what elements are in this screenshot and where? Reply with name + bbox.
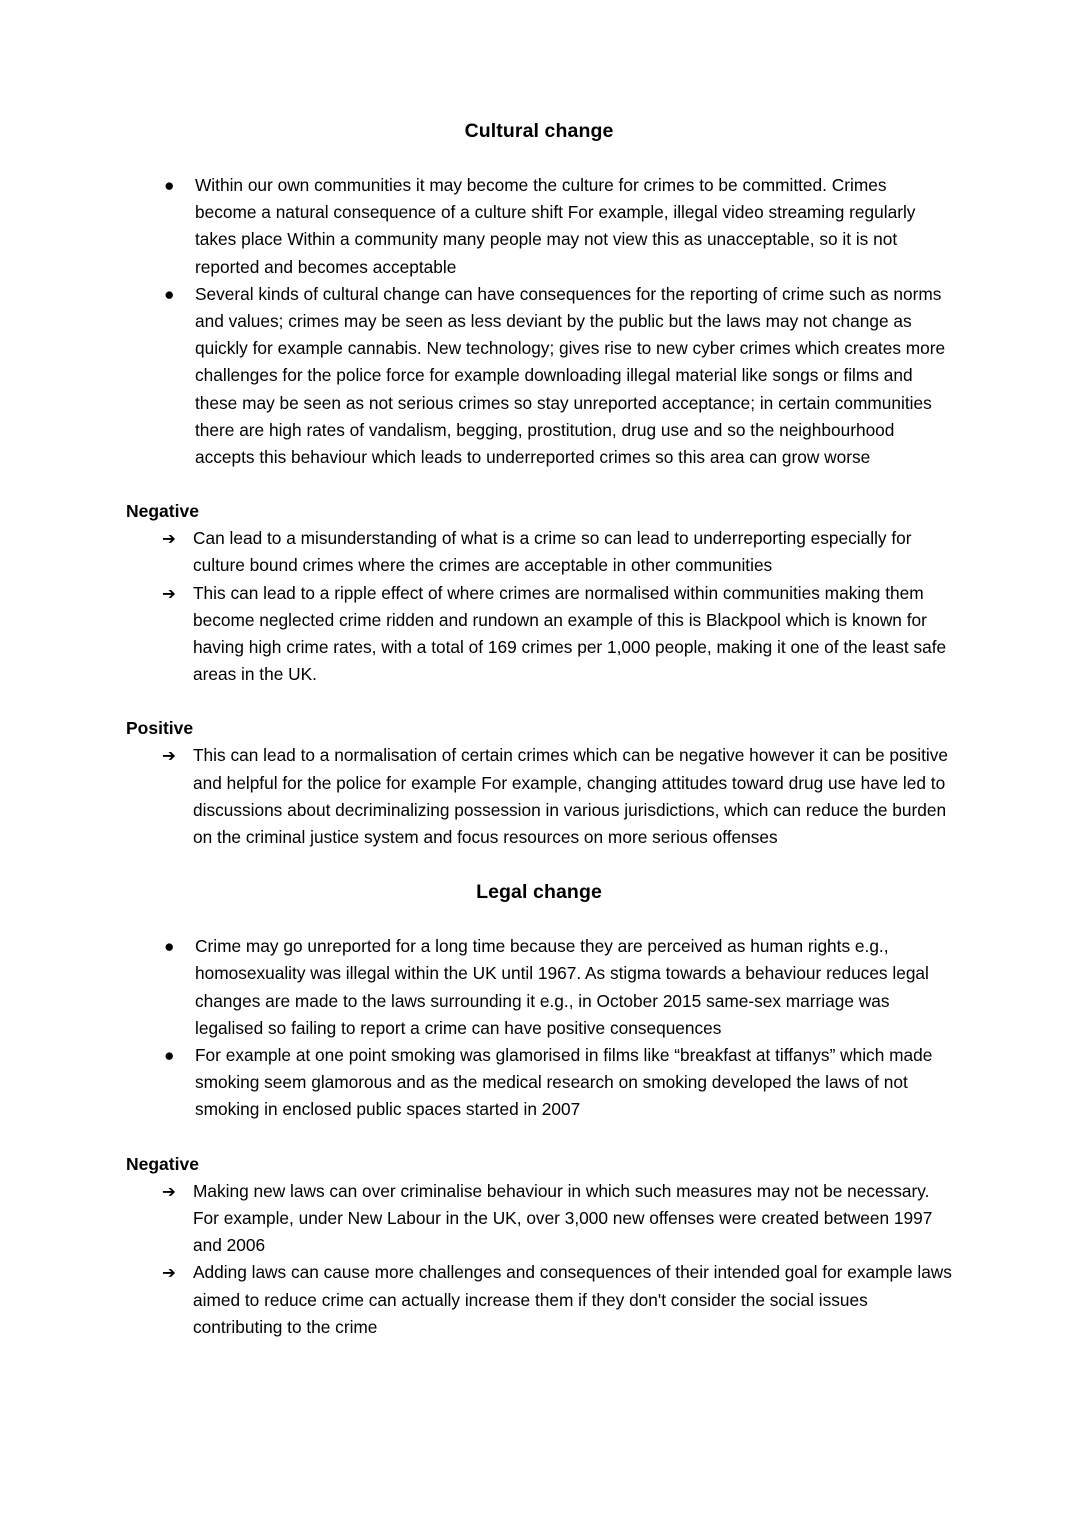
arrow-right-icon: ➔ <box>162 529 176 549</box>
page-title-legal-change: Legal change <box>476 881 602 904</box>
spacer <box>126 471 952 498</box>
list-item <box>126 1259 952 1341</box>
cultural-change-bullet-list <box>126 172 952 471</box>
cultural-change-positive-list <box>126 742 952 851</box>
bullet-icon: ● <box>164 1045 175 1066</box>
legal-change-negative-list <box>126 1178 952 1341</box>
spacer <box>126 906 952 933</box>
list-item-text: Adding laws can cause more challenges and consequences of their intended goal for example laws aimed to reduce crime can actually increase them if they don't consider the social issues contributing to the crime <box>193 1262 952 1337</box>
spacer <box>126 688 952 715</box>
spacer <box>126 145 952 172</box>
list-item <box>126 1178 952 1260</box>
cultural-change-negative-list <box>126 525 952 688</box>
arrow-right-icon: ➔ <box>162 583 176 603</box>
list-item <box>126 933 952 1042</box>
list-item-text: This can lead to a normalisation of certain crimes which can be negative however it can be positive and helpful for the police for example For example, changing attitudes toward drug use have led to discussions about decriminalizing possession in various jurisdictions, which can reduce the burden on the criminal justice system and focus resources on more serious offenses <box>193 745 949 848</box>
document-body <box>126 118 952 1341</box>
list-item <box>126 580 952 689</box>
list-item-text: Within our own communities it may become the culture for crimes to be committed. Crimes become a natural consequence of a culture shift For example, illegal video streaming regularly takes place Within a community many people may not view this as unacceptable, so it is not reported and becomes acceptable <box>195 175 916 277</box>
section-heading-negative-legal: Negative <box>126 1153 199 1174</box>
list-item <box>126 742 952 851</box>
bullet-icon: ● <box>164 175 175 195</box>
legal-change-bullet-list <box>126 933 952 1123</box>
list-item <box>126 525 952 579</box>
arrow-right-icon: ➔ <box>162 1181 176 1201</box>
list-item <box>126 172 952 281</box>
list-item-text: Several kinds of cultural change can have consequences for the reporting of crime such as norms and values; crimes may be seen as less deviant by the public but the laws may not change as quickly for example cannabis. New technology; gives rise to new cyber crimes which creates more challenges for the police force for example downloading illegal material like songs or films and these may be seen as not serious crimes so stay unreported acceptance; in certain communities there are high rates of vandalism, begging, prostitution, drug use and so the neighbourhood accepts this behaviour which leads to underreported crimes so this area can grow worse <box>195 283 946 468</box>
section-heading-negative-cultural: Negative <box>126 501 199 522</box>
bullet-icon: ● <box>164 936 175 957</box>
arrow-right-icon: ➔ <box>162 1263 176 1283</box>
list-item <box>126 1042 952 1124</box>
section-heading-positive-cultural: Positive <box>126 718 194 739</box>
list-item-text: This can lead to a ripple effect of where crimes are normalised within communities making them become neglected crime ridden and rundown an example of this is Blackpool which is known for having high crime rates, with a total of 169 crimes per 1,000 people, making it one of the least safe areas in the UK. <box>193 582 947 685</box>
spacer <box>126 851 952 879</box>
spacer <box>126 1124 952 1151</box>
list-item <box>126 281 952 471</box>
list-item-text: Making new laws can over criminalise behaviour in which such measures may not be necessary. For example, under New Labour in the UK, over 3,000 new offenses were created between 1997 and 2006 <box>193 1180 933 1256</box>
arrow-right-icon: ➔ <box>162 746 176 766</box>
bullet-icon: ● <box>164 283 175 304</box>
list-item-text: Crime may go unreported for a long time because they are perceived as human rights e.g., homosexuality was illegal within the UK until 1967. As stigma towards a behaviour reduces legal changes are made to the laws surrounding it e.g., in October 2015 same-sex marriage was legalised so failing to report a crime can have positive consequences <box>195 936 929 1038</box>
list-item-text: For example at one point smoking was glamorised in films like “breakfast at tiffanys” which made smoking seem glamorous and as the medical research on smoking developed the laws of not smoking in enclosed public spaces started in 2007 <box>195 1045 933 1120</box>
page-title-cultural-change: Cultural change <box>464 120 614 142</box>
list-item-text: Can lead to a misunderstanding of what is a crime so can lead to underreporting especially for culture bound crimes where the crimes are acceptable in other communities <box>193 528 912 576</box>
